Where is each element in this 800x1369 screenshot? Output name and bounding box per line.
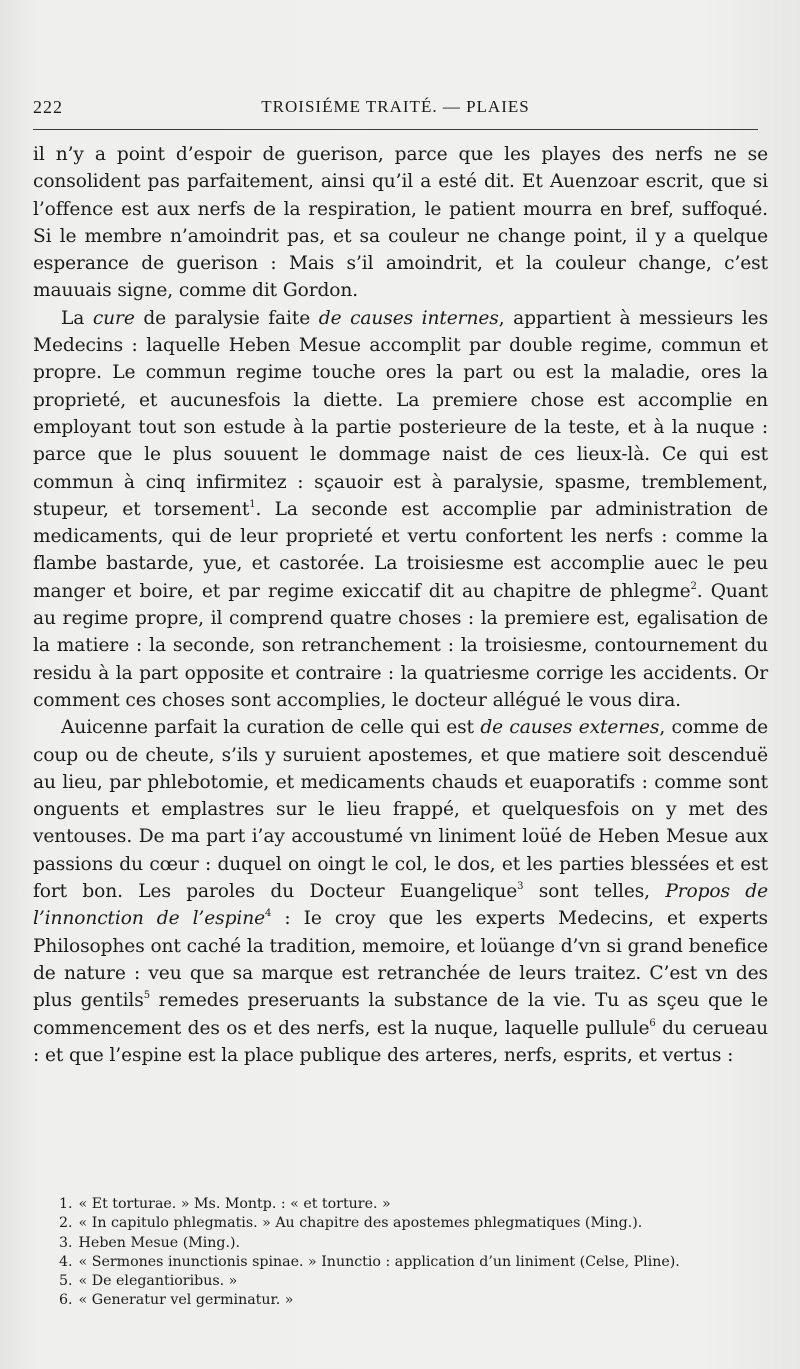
footnote-ref-5: 5: [143, 990, 150, 1002]
footnote-ref-2: 2: [690, 580, 697, 592]
footnote: 6. « Generatur vel germinatur. »: [59, 1292, 294, 1309]
italic-phrase: cure: [92, 307, 135, 329]
paragraph-2: La cure de paralysie faite de causes internes, appartient à messieurs les Medecins : laquelle Heben Mesue accomplit par double regime, commun et propre. Le commun regime touche ores la part ou est la maladie, ores la proprieté, et aucunesfois la diette. La premiere chose est accomplie en employant tout son estude à la partie posterieure de la teste, et à la nuque : parce que le plus souuent le dommage naist de ces lieux-là. Ce qui est commun à cinq infirmitez : sçauoir est à paralysie, spasme, tremblement, stupeur, et torsement$^1$. La seconde est accomplie par administration de medicaments, qui de leur proprieté et vertu confortent les nerfs : comme la flambe bastarde, yue, et castorée. La troisiesme est accomplie auec le peu manger et boire, et par regime exiccatif dit au chapitre de phlegme$^2$. Quant au regime propre, il comprend quatre choses : la premiere est, egalisation de la matiere : la seconde, son retranchement : la troisiesme, contournement du residu à la part opposite et contraire : la quatriesme corrige les accidents. Or comment ces choses sont accomplies, le docteur allégué le vous dira.: [33, 307, 769, 711]
footnote: 2. « In capitulo phlegmatis. » Au chapitre des apostemes phlegmatiques (Ming.).: [59, 1215, 643, 1232]
paragraph-1: il n’y a point d’espoir de guerison, parce que les playes des nerfs ne se consolident pas parfaitement, ainsi qu’il a esté dit. Et Auenzoar escrit, que si l’offence est aux nerfs de la respiration, le patient mourra en bref, suffoqué. Si le membre n’amoindrit pas, et sa couleur ne change point, il y a quelque esperance de guerison : Mais s’il amoindrit, et la couleur change, c’est mauuais signe, comme dit Gordon.: [33, 144, 768, 302]
footnote: 5. « De elegantioribus. »: [59, 1273, 238, 1290]
footnote-ref-3: 3: [517, 881, 524, 893]
footnote-ref-1: 1: [249, 498, 256, 510]
header-rule: [33, 129, 758, 130]
footnotes: [33, 1195, 768, 1311]
footnote: 3. Heben Mesue (Ming.).: [59, 1234, 241, 1251]
footnote: 4. « Sermones inunctionis spinae. » Inunctio : application d’un liniment (Celse, Pline).: [59, 1253, 680, 1270]
italic-phrase: Propos de l’innonction de l’espine: [33, 881, 768, 930]
running-title: TROISIÉME TRAITÉ. — PLAIES: [261, 97, 530, 116]
footnote-ref-6: 6: [649, 1017, 656, 1029]
page-number: 222: [33, 97, 63, 117]
page-header: [33, 97, 758, 123]
italic-phrase: de causes externes: [480, 717, 660, 739]
italic-phrase: de causes internes: [318, 307, 499, 329]
footnote: 1. « Et torturae. » Ms. Montp. : « et torture. »: [59, 1196, 391, 1212]
main-text: [33, 141, 768, 1069]
paragraph-3: Auicenne parfait la curation de celle qui est de causes externes, comme de coup ou de cheute, s’ils y suruient apostemes, et que matiere soit descenduë au lieu, par phlebotomie, et medicaments chauds et euaporatifs : comme sont onguents et emplastres sur le lieu frappé, et quelquesfois on y met des ventouses. De ma part i’ay accoustumé vn liniment loüé de Heben Mesue aux passions du cœur : duquel on oingt le col, le dos, et les parties blessées et est fort bon. Les paroles du Docteur Euangelique$^3$ sont telles, Propos de l’innonction de l’espine$^4$ : Ie croy que les experts Medecins, et experts Philosophes ont caché la tradition, memoire, et loüange d’vn si grand benefice de nature : veu que sa marque est retranchée de leurs traitez. C’est vn des plus gentils$^5$ remedes preseruants la substance de la vie. Tu as sçeu que le commencement des os et des nerfs, est la nuque, laquelle pullule$^6$ du cerueau : et que l’espine est la place publique des arteres, nerfs, esprits, et vertus :: [33, 717, 769, 1066]
footnote-ref-4: 4: [265, 908, 272, 920]
